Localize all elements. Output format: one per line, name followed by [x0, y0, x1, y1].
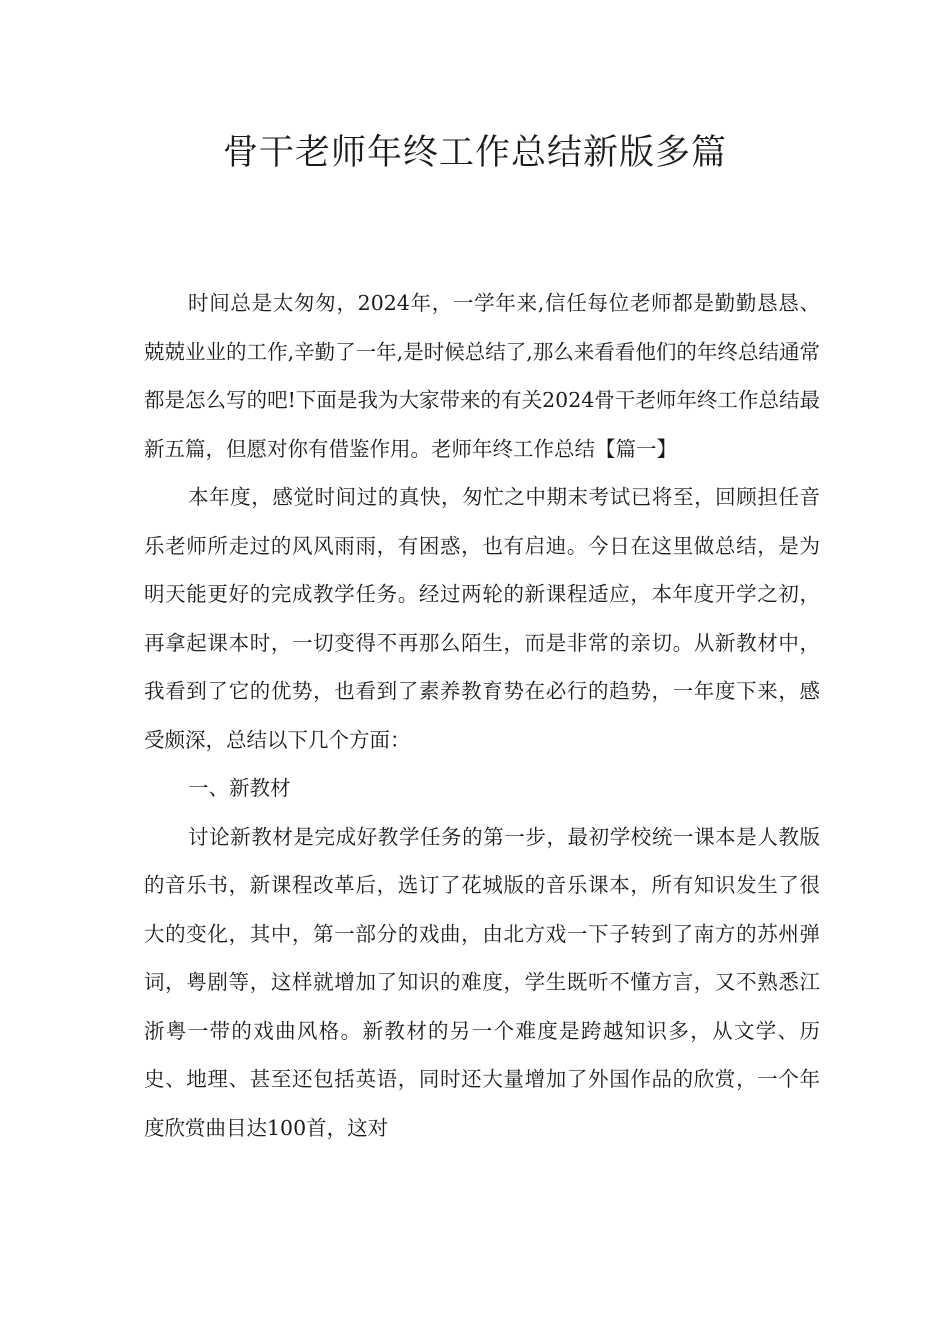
body-paragraph: 本年度，感觉时间过的真快，匆忙之中期末考试已将至，回顾担任音乐老师所走过的风风雨雨，有困惑，也有启迪。今日在这里做总结，是为明天能更好的完成教学任务。经过两轮的新课程适应，本年度开学之初，再拿起课本时，一切变得不再那么陌生，而是非常的亲切。从新教材中，我看到了它的优势，也看到了素养教育势在必行的趋势，一年度下来，感受颇深，总结以下几个方面： [144, 485, 820, 752]
body-paragraph: 讨论新教材是完成好教学任务的第一步，最初学校统一课本是人教版的音乐书，新课程改革后，选订了花城版的音乐课本，所有知识发生了很大的变化，其中，第一部分的戏曲，由北方戏一下子转到了南方的苏州弹词，粤剧等，这样就增加了知识的难度，学生既听不懂方言，又不熟悉江浙粤一带的戏曲风格。新教材的另一个难度是跨越知识多，从文学、历史、地理、甚至还包括英语，同时还大量增加了外国作品的欣赏，一个年度欣赏曲目达100首，这对 [144, 824, 820, 1140]
document-body [144, 279, 820, 1152]
section-heading: 一、新教材 [188, 776, 291, 800]
document-title: 骨干老师年终工作总结新版多篇 [222, 133, 727, 173]
intro-paragraph: 时间总是太匆匆，2024年，一学年来,信任每位老师都是勤勤恳恳、兢兢业业的工作,辛勤了一年,是时候总结了,那么来看看他们的年终总结通常都是怎么写的吧!下面是我为大家带来的有关2024骨干老师年终工作总结最新五篇，但愿对你有借鉴作用。老师年终工作总结【篇一】 [144, 291, 820, 461]
